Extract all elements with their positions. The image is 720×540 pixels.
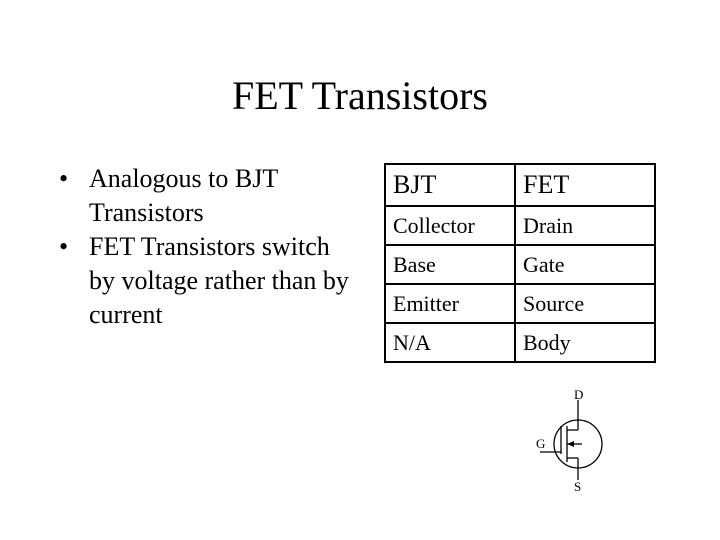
table-row — [385, 206, 655, 245]
table-cell: Gate — [515, 245, 655, 284]
table-cell: Collector — [385, 206, 515, 245]
fet-symbol-graphic — [540, 400, 602, 480]
table-cell: Base — [385, 245, 515, 284]
table-row — [385, 245, 655, 284]
drain-label: D — [574, 387, 584, 402]
bullet-item — [56, 162, 356, 230]
table-row — [385, 323, 655, 362]
table-cell: Emitter — [385, 284, 515, 323]
header-cell-fet: FET — [515, 164, 655, 206]
table-cell: Source — [515, 284, 655, 323]
bullet-text: Analogous to BJT Transistors — [89, 164, 278, 227]
source-label: S — [574, 479, 582, 494]
bullet-marker: • — [59, 232, 69, 261]
slide-title: FET Transistors — [231, 73, 488, 118]
table-cell: N/A — [385, 323, 515, 362]
bullet-text: FET Transistors switch by voltage rather than by current — [89, 232, 349, 329]
header-cell-bjt: BJT — [385, 164, 515, 206]
arrow-icon — [567, 441, 574, 447]
bjt-fet-table — [384, 163, 656, 363]
table-cell: Body — [515, 323, 655, 362]
bullet-item — [56, 230, 356, 332]
table-cell: Drain — [515, 206, 655, 245]
bullet-list — [56, 162, 356, 332]
table-row — [385, 284, 655, 323]
fet-transistor-symbol — [526, 380, 616, 495]
gate-label: G — [536, 436, 546, 451]
bullet-marker: • — [59, 164, 69, 193]
table-header-row — [385, 164, 655, 206]
